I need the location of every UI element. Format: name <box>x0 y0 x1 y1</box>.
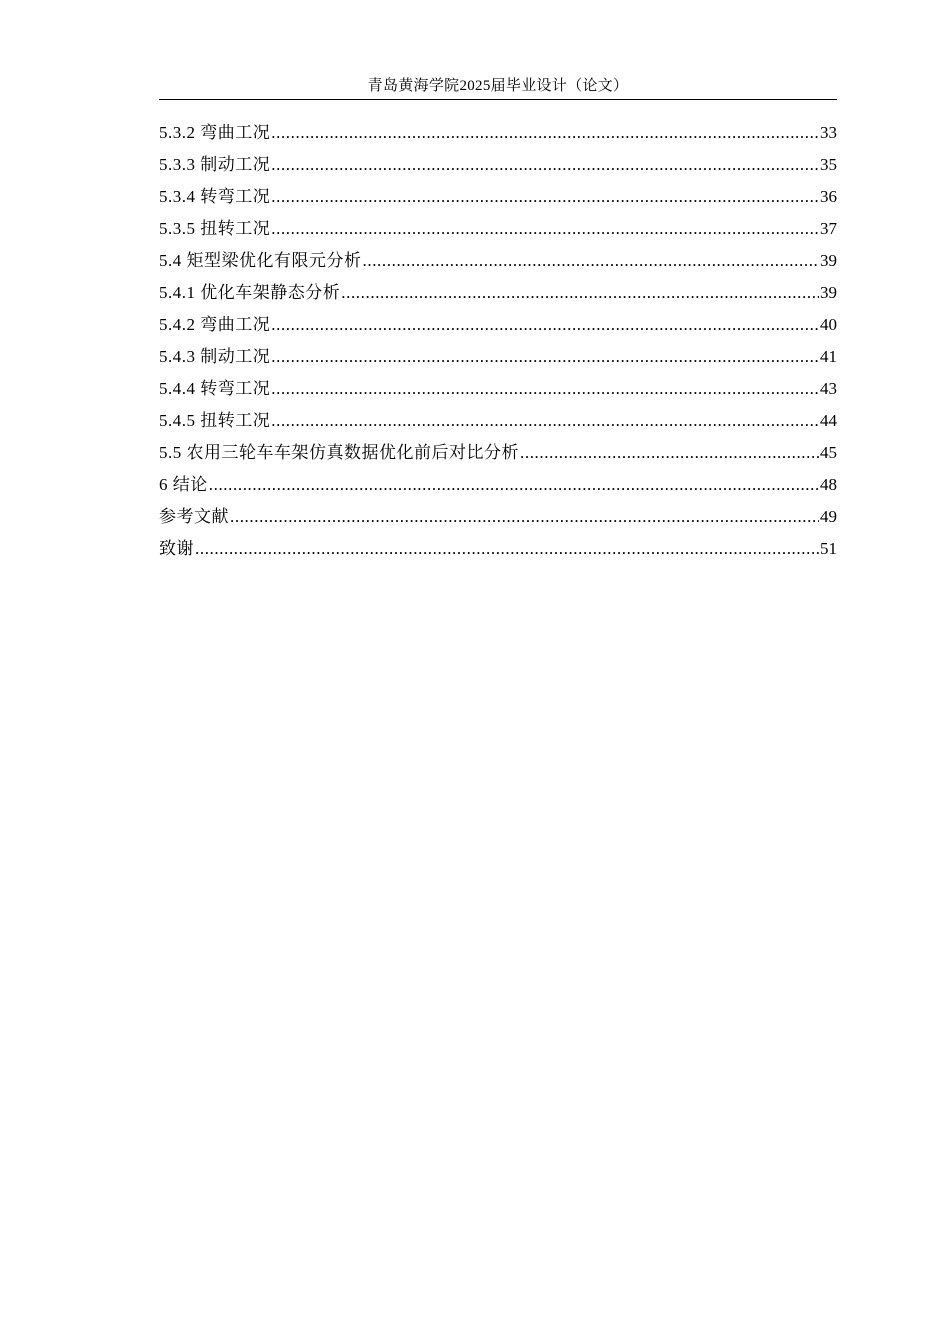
toc-entry[interactable] <box>159 341 837 373</box>
toc-entry[interactable] <box>159 309 837 341</box>
toc-entry[interactable] <box>159 469 837 501</box>
toc-leader-dots <box>271 309 819 341</box>
toc-page-number: 49 <box>820 507 837 526</box>
toc-leader-dots <box>271 149 819 181</box>
toc-page-number: 35 <box>820 155 837 174</box>
page-header: 青岛黄海学院2025届毕业设计（论文） <box>367 78 629 94</box>
toc-entry-title: 6 结论 <box>159 475 208 494</box>
toc-entry[interactable] <box>159 501 837 533</box>
toc-entry[interactable] <box>159 245 837 277</box>
toc-entry-title: 参考文献 <box>159 507 229 526</box>
toc-entry[interactable] <box>159 149 837 181</box>
toc-leader-dots <box>341 277 819 309</box>
toc-entry[interactable] <box>159 533 837 565</box>
toc-entry[interactable] <box>159 277 837 309</box>
toc-page-number: 39 <box>820 283 837 302</box>
toc-entry[interactable] <box>159 405 837 437</box>
toc-leader-dots <box>230 501 819 533</box>
toc-entry-title: 5.4 矩型梁优化有限元分析 <box>159 251 362 270</box>
toc-leader-dots <box>271 213 819 245</box>
toc-entry-title: 5.4.2 弯曲工况 <box>159 315 271 334</box>
toc-page-number: 33 <box>820 123 837 142</box>
toc-page-number: 40 <box>820 315 837 334</box>
toc-entry-title: 5.3.3 制动工况 <box>159 155 271 174</box>
toc-page-number: 39 <box>820 251 837 270</box>
toc-page-number: 41 <box>820 347 837 366</box>
toc-entry-title: 5.4.4 转弯工况 <box>159 379 271 398</box>
toc-entry-title: 5.4.1 优化车架静态分析 <box>159 283 341 302</box>
toc-entry[interactable] <box>159 437 837 469</box>
toc-entry-title: 5.4.3 制动工况 <box>159 347 271 366</box>
toc-page-number: 51 <box>820 539 837 558</box>
toc-page-number: 44 <box>820 411 837 430</box>
toc-entry[interactable] <box>159 181 837 213</box>
toc-entry[interactable] <box>159 373 837 405</box>
toc-entry-title: 5.3.4 转弯工况 <box>159 187 271 206</box>
toc-entry-title: 5.3.2 弯曲工况 <box>159 123 271 142</box>
toc-entry-title: 5.5 农用三轮车车架仿真数据优化前后对比分析 <box>159 443 519 462</box>
toc-leader-dots <box>209 469 819 501</box>
toc-entry[interactable] <box>159 117 837 149</box>
toc-entry[interactable] <box>159 213 837 245</box>
toc-leader-dots <box>195 533 819 565</box>
toc-entry-title: 致谢 <box>159 539 194 558</box>
toc-leader-dots <box>271 405 819 437</box>
toc-page-number: 43 <box>820 379 837 398</box>
toc-page-number: 48 <box>820 475 837 494</box>
toc-page-number: 36 <box>820 187 837 206</box>
header-divider <box>159 99 837 100</box>
table-of-contents <box>159 117 837 565</box>
toc-page-number: 37 <box>820 219 837 238</box>
toc-leader-dots <box>363 245 820 277</box>
toc-leader-dots <box>271 341 819 373</box>
toc-leader-dots <box>271 117 819 149</box>
toc-leader-dots <box>271 373 819 405</box>
toc-page-number: 45 <box>820 443 837 462</box>
toc-entry-title: 5.3.5 扭转工况 <box>159 219 271 238</box>
toc-leader-dots <box>271 181 819 213</box>
toc-leader-dots <box>520 437 819 469</box>
toc-entry-title: 5.4.5 扭转工况 <box>159 411 271 430</box>
